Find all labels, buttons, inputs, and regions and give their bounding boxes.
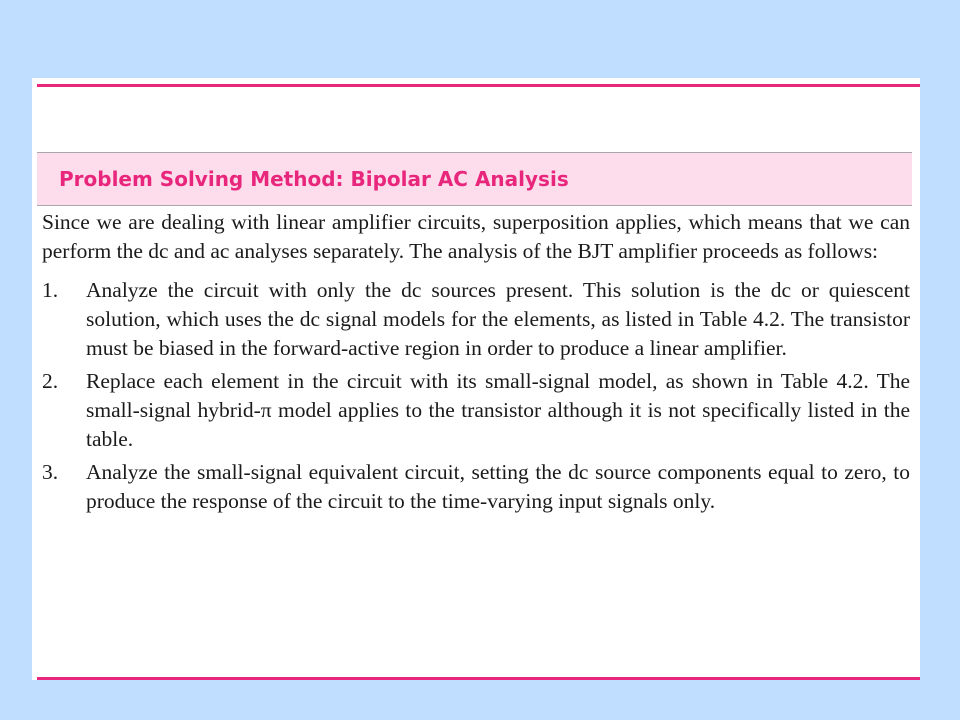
box-title: Problem Solving Method: Bipolar AC Analysis: [59, 167, 569, 191]
title-band: [37, 152, 912, 206]
intro-paragraph: Since we are dealing with linear amplifier circuits, superposition applies, which means that we can perform the dc and ac analyses separately. The analysis of the BJT amplifier proceeds as follows:: [42, 210, 910, 263]
box-body: [42, 208, 910, 520]
step-text: Analyze the circuit with only the dc sources present. This solution is the dc or quiescent solution, which uses the dc signal models for the elements, as listed in Table 4.2. The transistor must be biased in the forward-active region in order to produce a linear amplifier.: [86, 278, 910, 360]
top-accent-rule: [37, 84, 920, 87]
step-item-3: [42, 458, 910, 516]
step-number: 2.: [42, 369, 59, 393]
steps-list: [42, 276, 910, 516]
step-text: Analyze the small-signal equivalent circuit, setting the dc source components equal to zero, to produce the response of the circuit to the time-varying input signals only.: [86, 460, 910, 513]
bottom-accent-rule: [37, 677, 920, 680]
step-number: 3.: [42, 460, 59, 484]
step-number: 1.: [42, 278, 59, 302]
step-text: Replace each element in the circuit with its small-signal model, as shown in Table 4.2. The small-signal hybrid-π model applies to the transistor although it is not specifically listed in the table.: [86, 369, 910, 451]
problem-solving-box: [32, 78, 920, 680]
step-item-2: [42, 367, 910, 454]
step-item-1: [42, 276, 910, 363]
